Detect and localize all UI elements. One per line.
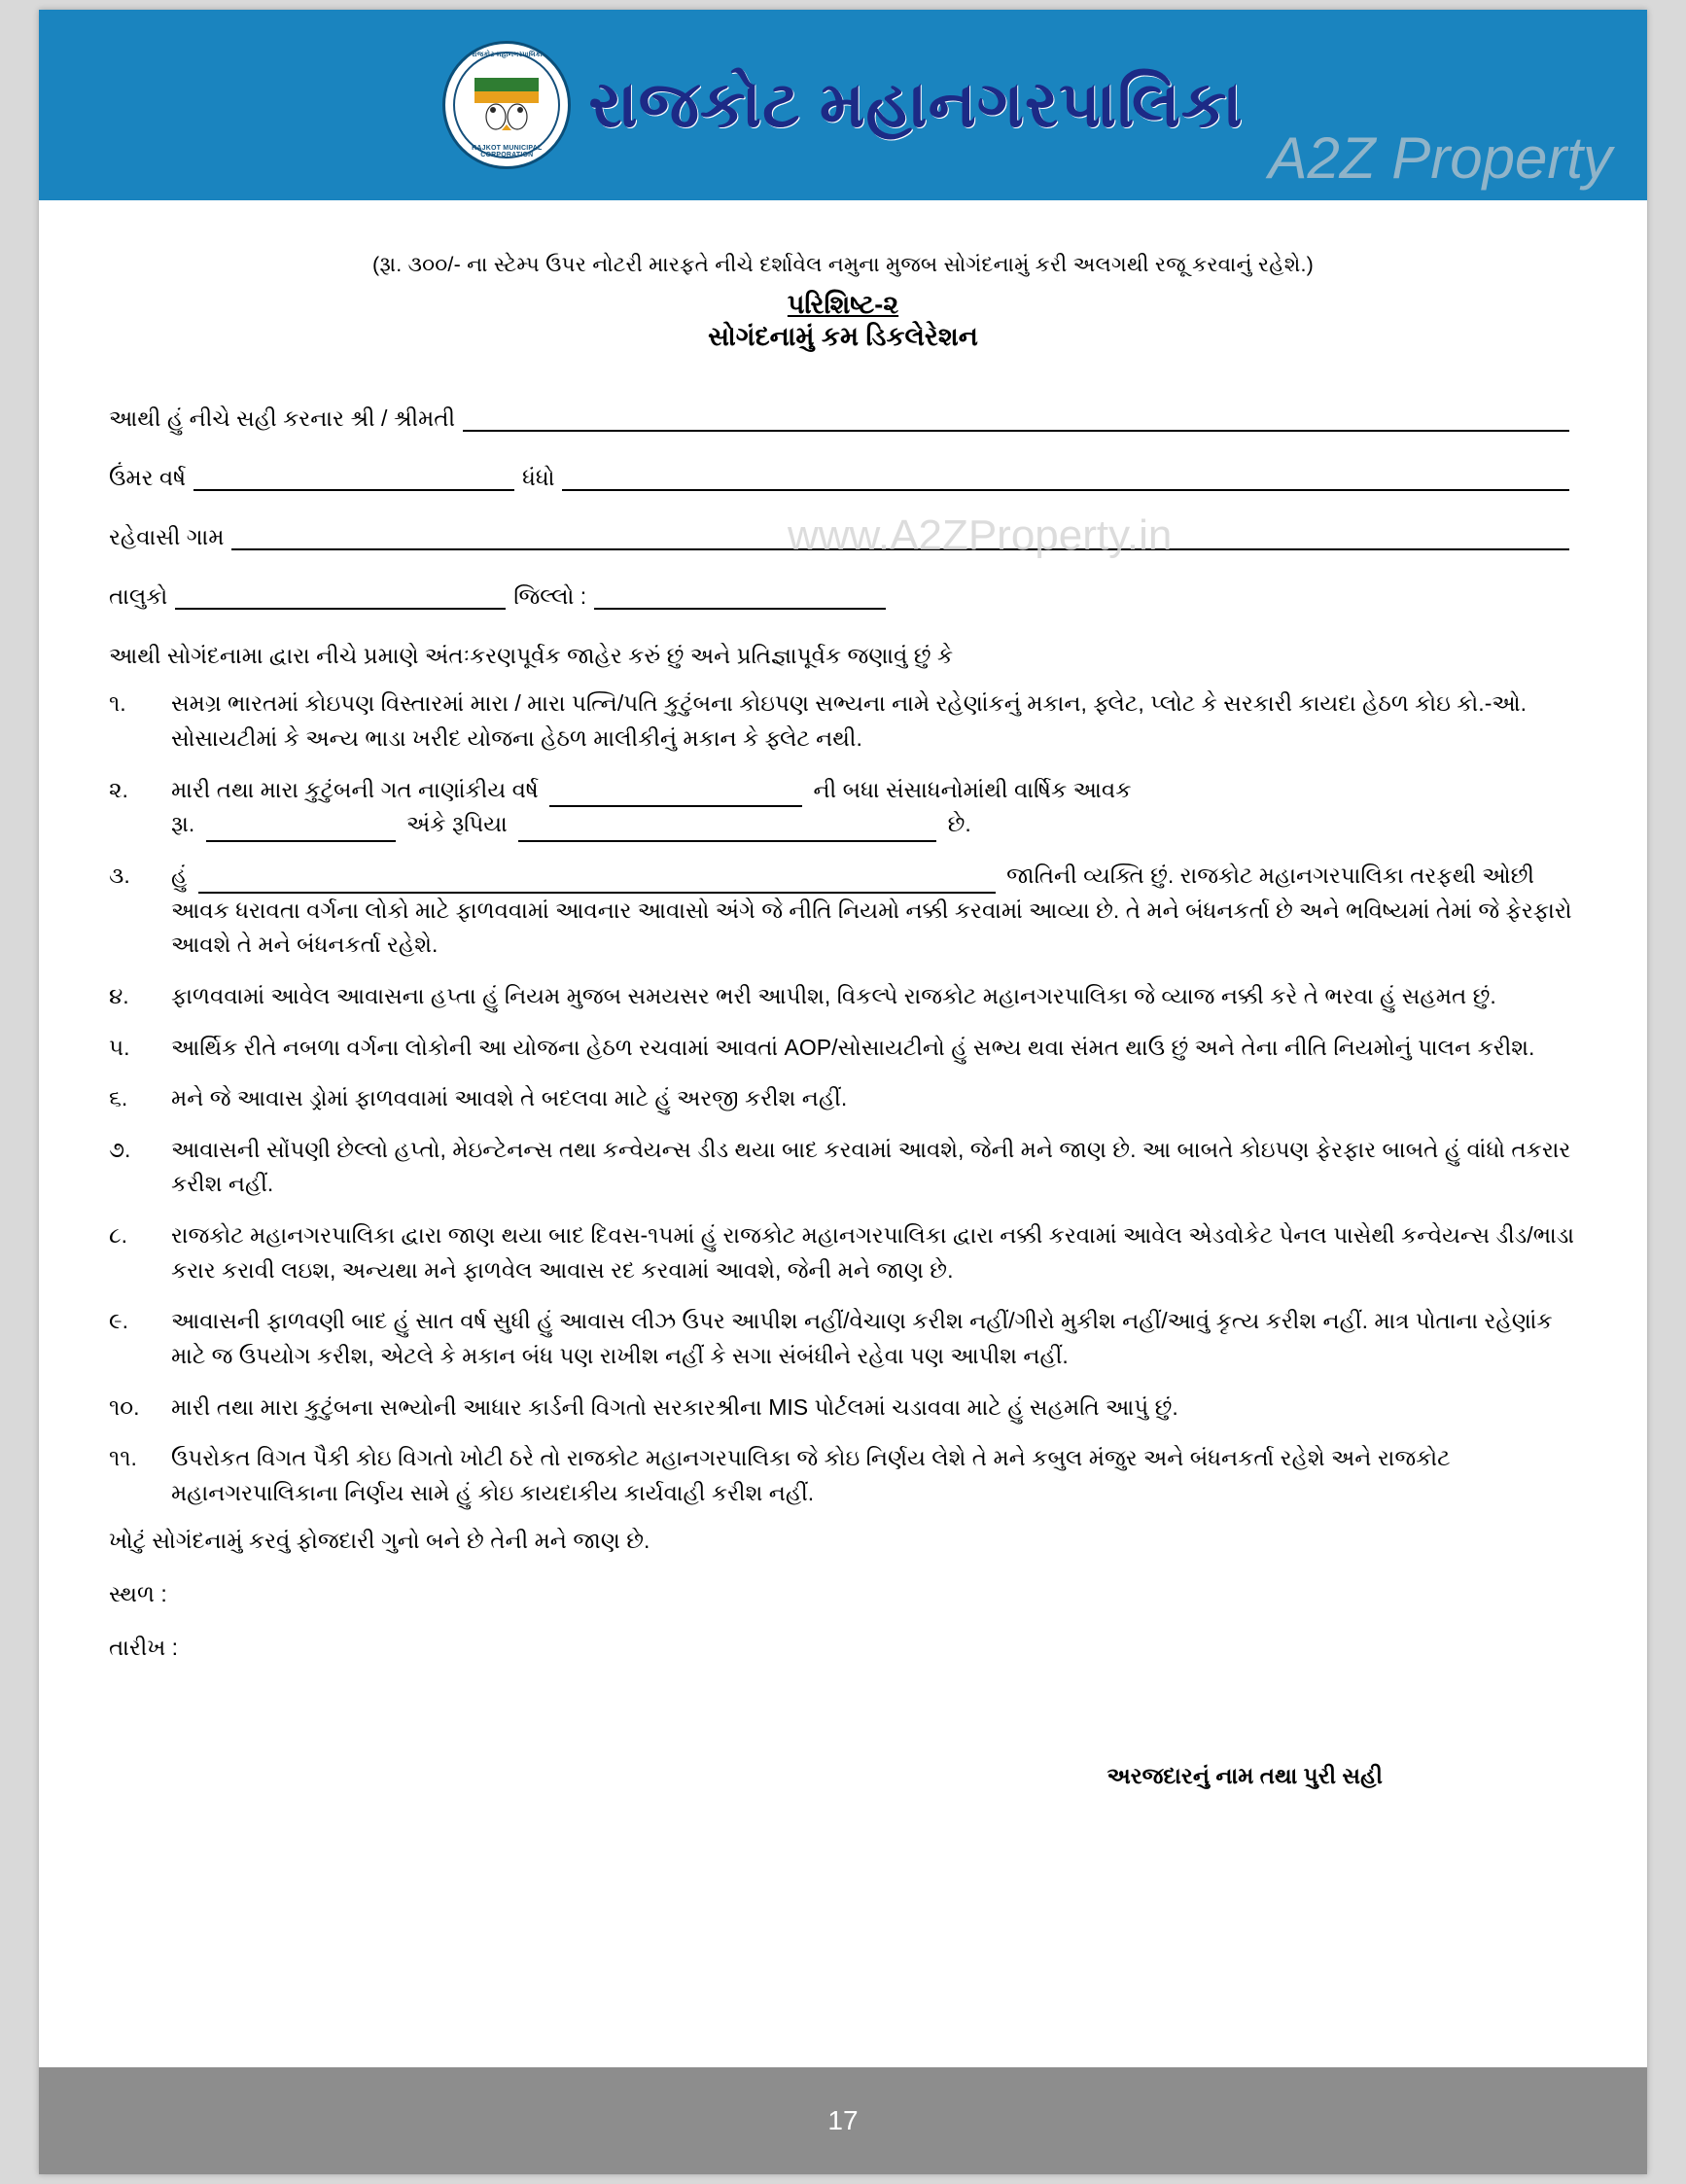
list-item (109, 687, 1577, 756)
document-subtitle (109, 322, 1577, 353)
clause-number: ૧૦. (109, 1393, 140, 1420)
declaration-intro: આથી સોગંદનામા દ્વારા નીચે પ્રમાણે અંતઃકરણપૂર્વક જાહેર કરું છું અને પ્રતિજ્ઞાપૂર્વક જણાવું છું કે (109, 643, 954, 669)
logo-bottom-text: RAJKOT MUNICIPAL CORPORATION (472, 145, 543, 159)
field-label-occupation: ધંધો (522, 465, 555, 491)
list-item (109, 1133, 1577, 1202)
clause-text-part: રૂા. (171, 811, 195, 837)
list-item (109, 1441, 1577, 1510)
field-input-taluka[interactable] (175, 588, 506, 610)
document-content (39, 200, 1647, 1795)
list-item (109, 1081, 1577, 1116)
document-subtitle-text: સોગંદનામું કમ ડિકલેરેશન (708, 322, 978, 352)
clause-text: મારી તથા મારા કુટુંબના સભ્યોની આધાર કાર્ડની વિગતો સરકારશ્રીના MIS પોર્ટલમાં ચડાવવા માટે હું સહમતિ આપું છું. (171, 1393, 1178, 1420)
field-input-name[interactable] (463, 410, 1569, 432)
list-item (109, 979, 1577, 1014)
list-item (109, 1391, 1577, 1426)
clause-text-part: અંકે રૂપિયા (406, 811, 508, 837)
clause-number: ૧૧. (109, 1445, 137, 1471)
field-input-occupation[interactable] (562, 470, 1569, 491)
field-label-taluka: તાલુકો (109, 583, 168, 610)
field-row-village (109, 524, 1577, 550)
clause-number: ૯. (109, 1308, 129, 1334)
clause-text: આવાસની ફાળવણી બાદ હું સાત વર્ષ સુધી હું આવાસ લીઝ ઉપર આપીશ નહીં/વેચાણ કરીશ નહીં/ગીરો મુકીશ નહીં/આવું કૃત્ય કરીશ નહીં. માત્ર પોતાના રહેણાંક માટે જ ઉપયોગ કરીશ, એટલે કે મકાન બંધ પણ રાખીશ નહીં કે સગા સંબંધીને રહેવા પણ આપીશ નહીં. (171, 1308, 1553, 1369)
page-header (39, 10, 1647, 200)
field-label-village: રહેવાસી ગામ (109, 524, 225, 550)
list-item (109, 773, 1577, 842)
field-input-district[interactable] (594, 588, 886, 610)
clause-number: ૧. (109, 690, 126, 717)
field-input-age[interactable] (193, 470, 514, 491)
clause-number: ૨. (109, 776, 128, 802)
page-footer (39, 2067, 1647, 2174)
clause-number: ૬. (109, 1085, 128, 1111)
place-label: સ્થળ : (109, 1580, 167, 1606)
appendix-title-text: પરિશિષ્ટ-૨ (787, 290, 899, 319)
field-label-age: ઉંમર વર્ષ (109, 465, 187, 491)
field-label-name: આથી હું નીચે સહી કરનાર શ્રી / શ્રીમતી (109, 405, 456, 432)
clause-number: ૭. (109, 1136, 131, 1162)
clause-text-part: ની બધા સંસાધનોમાંથી વાર્ષિક આવક (813, 776, 1132, 802)
clause-text: ઉપરોકત વિગત પૈકી કોઇ વિગતો ખોટી ઠરે તો રાજકોટ મહાનગરપાલિકા જે કોઇ નિર્ણય લેશે તે મને કબુલ મંજુર અને બંધનકર્તા રહેશે અને રાજકોટ મહાનગરપાલિકાના નિર્ણય સામે હું કોઇ કાયદાકીય કાર્યવાહી કરીશ નહીં. (171, 1445, 1451, 1505)
clause-text (171, 773, 1577, 842)
list-item (109, 859, 1577, 963)
crest-icon (473, 76, 541, 134)
clause-number: ૩. (109, 863, 130, 888)
watermark-url: www.A2ZProperty.in (788, 511, 1173, 559)
clause-number: ૪. (109, 982, 129, 1008)
list-item (109, 1218, 1577, 1287)
field-label-district: જિલ્લો : (513, 583, 587, 610)
stamp-note: (રૂા. ૩૦૦/- ના સ્ટેમ્પ ઉપર નોટરી મારફતે નીચે દર્શાવેલ નમુના મુજબ સોગંદનામું કરી અલગથી રજૂ કરવાનું રહેશે.) (371, 253, 1315, 276)
clause-text-part: હું (171, 863, 188, 888)
clause-text: રાજકોટ મહાનગરપાલિકા દ્વારા જાણ થયા બાદ દિવસ-૧૫માં હું રાજકોટ મહાનગરપાલિકા દ્વારા નક્કી કરવામાં આવેલ એડવોકેટ પેનલ પાસેથી કન્વેયન્સ ડીડ/ભાડા કરાર કરાવી લઇશ, અન્યથા મને ફાળવેલ આવાસ રદ કરવામાં આવશે, જેની મને જાણ છે. (171, 1222, 1574, 1283)
income-words-input[interactable] (518, 825, 936, 842)
income-amount-input[interactable] (206, 825, 396, 842)
date-label: તારીખ : (109, 1634, 179, 1660)
list-item (109, 1031, 1577, 1066)
income-year-input[interactable] (549, 790, 802, 807)
appendix-title (109, 287, 1577, 322)
watermark-brand: A2Z Property (1268, 125, 1612, 191)
rajkot-municipal-corporation-logo-icon (442, 41, 571, 169)
clause-number: ૫. (109, 1034, 130, 1060)
field-input-village[interactable] (231, 529, 1569, 550)
declaration-clauses (109, 687, 1577, 1510)
document-page (39, 10, 1647, 2174)
clause-text (171, 859, 1577, 963)
signature-block (109, 1581, 1577, 1661)
clause-number: ૮. (109, 1222, 128, 1249)
clause-text-part: જાતિની વ્યક્તિ છું. રાજકોટ મહાનગરપાલિકા તરફથી ઓછી આવક ધરાવતા વર્ગના લોકો માટે ફાળવવામાં આવનાર આવાસો અંગે જે નીતિ નિયમો નક્કી કરવામાં આવ્યા છે. તે મને બંધનકર્તા છે અને ભવિષ્યમાં તેમાં જે ફેરફારો આવશે તે મને બંધનકર્તા રહેશે. (171, 863, 1572, 958)
page-number: 17 (827, 2105, 859, 2135)
organization-title: રાજકોટ મહાનગરપાલિકા (588, 67, 1244, 140)
date-row (109, 1635, 1577, 1661)
field-row-taluka-district (109, 583, 1577, 610)
clause-text: આર્થિક રીતે નબળા વર્ગના લોકોની આ યોજના હેઠળ રચવામાં આવતાં AOP/સોસાયટીનો હું સભ્ય થવા સંમત થાઉ છું અને તેના નીતિ નિયમોનું પાલન કરીશ. (171, 1034, 1535, 1060)
place-row (109, 1581, 1577, 1607)
clause-text: મને જે આવાસ ડ્રોમાં ફાળવવામાં આવશે તે બદલવા માટે હું અરજી કરીશ નહીં. (171, 1085, 848, 1111)
caste-input[interactable] (198, 876, 996, 894)
clause-text-part: છે. (947, 811, 971, 837)
applicant-signature-caption: અરજદારનું નામ તથા પુરી સહી (1106, 1762, 1383, 1788)
applicant-fields (109, 405, 1577, 610)
closing-statement: ખોટું સોગંદનામું કરવું ફોજદારી ગુનો બને છે તેની મને જાણ છે. (109, 1527, 650, 1553)
list-item (109, 1304, 1577, 1373)
clause-text: ફાળવવામાં આવેલ આવાસના હપ્તા હું નિયમ મુજબ સમયસર ભરી આપીશ, વિકલ્પે રાજકોટ મહાનગરપાલિકા જે વ્યાજ નક્કી કરે તે ભરવા હું સહમત છું. (171, 982, 1496, 1008)
clause-text: આવાસની સોંપણી છેલ્લો હપ્તો, મેઇન્ટેનન્સ તથા કન્વેયન્સ ડીડ થયા બાદ કરવામાં આવશે, જેની મને જાણ છે. આ બાબતે કોઇપણ ફેરફાર બાબતે હું વાંધો તકરાર કરીશ નહીં. (171, 1136, 1571, 1197)
field-row-name (109, 405, 1577, 432)
signature-caption-area (109, 1688, 1577, 1795)
logo-top-text: રાજકોટ મહાનગરપાલિકા (472, 52, 543, 58)
clause-text: સમગ્ર ભારતમાં કોઇપણ વિસ્તારમાં મારા / મારા પત્નિ/પતિ કુટુંબના કોઇપણ સભ્યના નામે રહેણાંકનું મકાન, ફ્લેટ, પ્લોટ કે સરકારી કાયદા હેઠળ કોઇ કો.-ઓ. સોસાયટીમાં કે અન્ય ભાડા ખરીદ યોજના હેઠળ માલીકીનું મકાન કે ફ્લેટ નથી. (171, 690, 1527, 752)
clause-text-part: મારી તથા મારા કુટુંબની ગત નાણાંકીય વર્ષ (171, 776, 539, 802)
field-row-age-occupation (109, 465, 1577, 491)
